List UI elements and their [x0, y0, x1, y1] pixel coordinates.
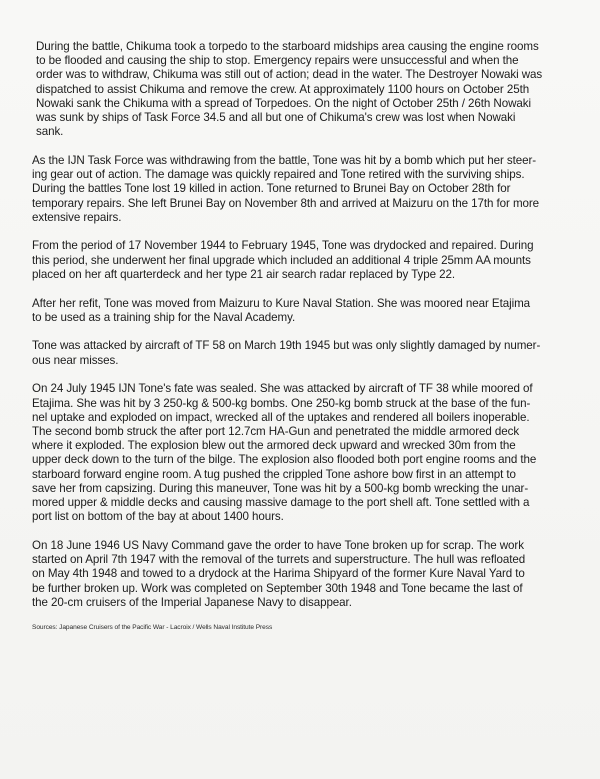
- paragraph-tone-withdrawal: As the IJN Task Force was withdrawing from the battle, Tone was hit by a bomb which put her steer- ing gear out of action. The damage was quickly repaired and Tone retired with the surviving ships. During the battles Tone lost 19 killed in action. Tone returned to Brunei Bay on October 28th for temporary repairs. She left Brunei Bay on November 8th and arrived at Maizuru on the 17th for more extensive repairs.: [32, 153, 540, 224]
- paragraph-chikuma-sinking: During the battle, Chikuma took a torpedo to the starboard midships area causing the engine rooms to be flooded and causing the ship to stop. Emergency repairs were unsuccessful and when the order was to withdraw, Chikuma was still out of action; dead in the water. The Destroyer Nowaki was dispatched to assist Chikuma and remove the crew. At approximately 1100 hours on October 25th Nowaki sank the Chikuma with a spread of Torpedoes. On the night of October 25th / 26th Nowaki was sunk by ships of Task Force 34.5 and all but one of Chikuma's crew was lost when Nowaki sank.: [36, 40, 543, 139]
- paragraph-drydock-upgrade: From the period of 17 November 1944 to February 1945, Tone was drydocked and repaired. During this period, she underwent her final upgrade which included an additional 4 triple 25mm AA mounts placed on her aft quarterdeck and her type 21 air search radar replaced by Type 22.: [32, 239, 534, 281]
- paragraph-scrapping: On 18 June 1946 US Navy Command gave the order to have Tone broken up for scrap. The work started on April 7th 1947 with the removal of the turrets and superstructure. The hull was refloated on May 4th 1948 and towed to a drydock at the Harima Shipyard of the former Kure Naval Yard to be further broken up. Work was completed on September 30th 1948 and Tone became the last of the 20-cm cruisers of the Imperial Japanese Navy to disappear.: [32, 538, 526, 609]
- paragraph-refit-kure: After her refit, Tone was moved from Maizuru to Kure Naval Station. She was moored near Etajima to be used as a training ship for the Naval Academy.: [32, 296, 531, 324]
- paragraph-tf58-attack: Tone was attacked by aircraft of TF 58 on March 19th 1945 but was only slightly damaged by numer- ous near misses.: [32, 339, 541, 367]
- document-body: [32, 40, 572, 632]
- sources-citation: Sources: Japanese Cruisers of the Pacific War - Lacroix / Wells Naval Institute Press: [32, 624, 273, 632]
- paragraph-tf38-attack: On 24 July 1945 IJN Tone's fate was sealed. She was attacked by aircraft of TF 38 while moored of Etajima. She was hit by 3 250-kg & 500-kg bombs. One 250-kg bomb struck at the base of the fun- nel uptake and exploded on impact, wrecked all of the uptakes and rendered all boilers inoperable. The second bomb struck the after port 12.7cm HA-Gun and penetrated the middle armored deck where it exploded. The explosion blew out the armored deck upward and wrecked 30m from the upper deck down to the turn of the bilge. The explosion also flooded both port engine rooms and the starboard forward engine room. A tug pushed the crippled Tone ashore bow first in an attempt to save her from capsizing. During this maneuver, Tone was hit by a 500-kg bomb wrecking the unar- mored upper & middle decks and causing massive damage to the port shell aft. Tone settled with a port list on bottom of the bay at about 1400 hours.: [32, 382, 537, 524]
